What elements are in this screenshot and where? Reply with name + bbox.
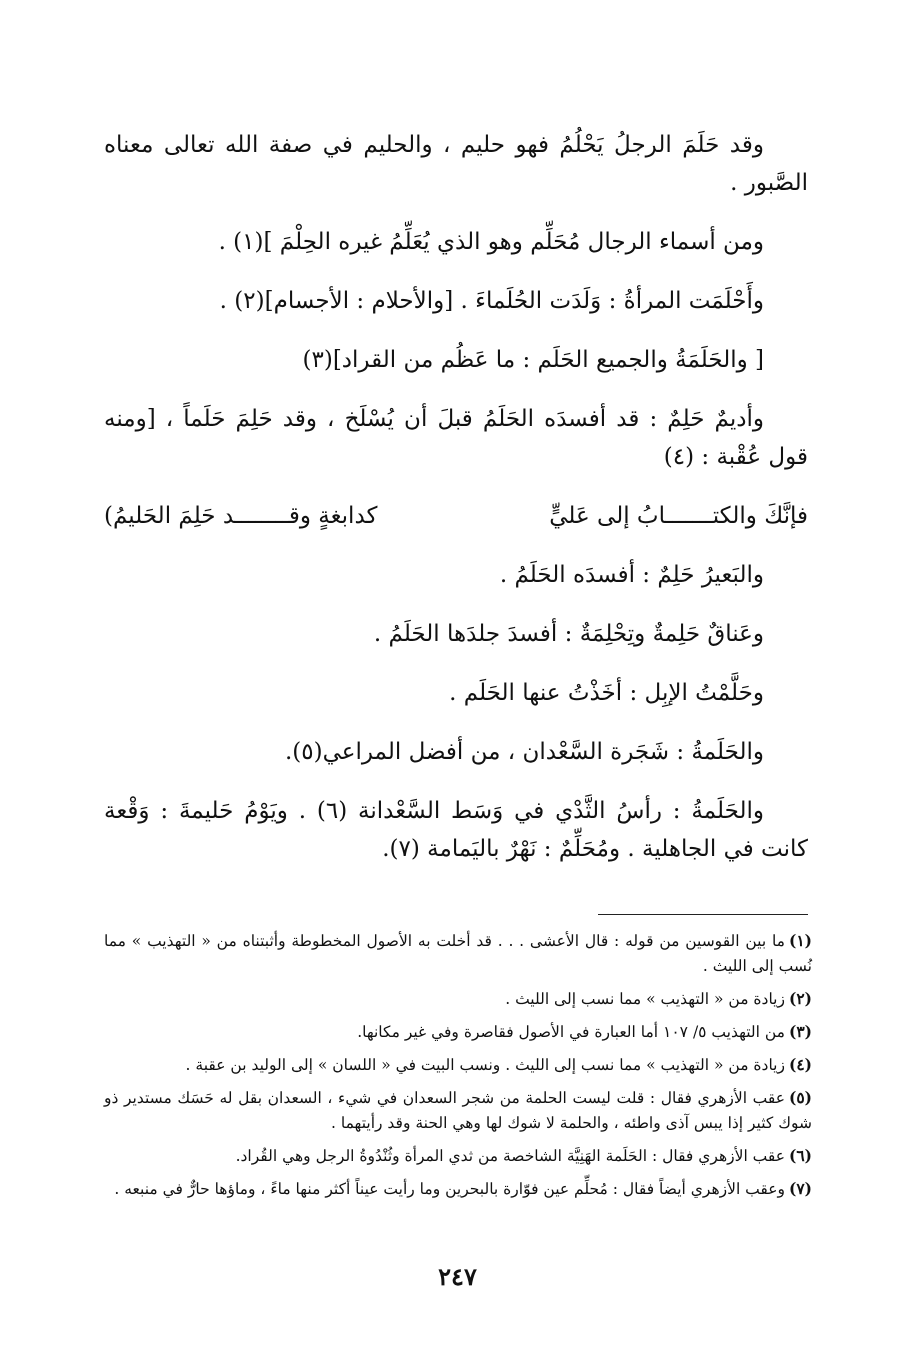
footnote-number: (٤) [788,1055,812,1074]
footnote-text: عقب الأزهري فقال : قلت ليست الحلمة من شجر السعدان في شيء ، السعدان بقل له حَسَك مستدير ذو شوك كثير إذا يبس آذى واطئه ، والحلمة لا شوك لها وهي الحنة وقد رأيتهما . [104,1089,812,1132]
poetry-verse [104,497,808,535]
paragraph: وحَلَّمْتُ الإبِل : أخَذْتُ عنها الحَلَم . [449,680,764,706]
footnote-number: (٥) [788,1088,812,1107]
footnote-number: (٣) [788,1022,812,1041]
footnote-number: (٢) [788,989,812,1008]
footnote-number: (٧) [788,1179,812,1198]
footnote [104,928,812,979]
footnote [104,1085,812,1136]
footnote-divider [598,914,808,915]
paragraph: [ والحَلَمَةُ والجميع الحَلَم : ما عَظُم من القراد](٣) [302,347,764,373]
paragraph: وأَحْلَمَت المرأةُ : وَلَدَت الحُلَماءَ . [والأحلام : الأجسام](٢) . [219,288,764,314]
paragraph: والحَلَمةُ : شَجَرة السَّعْدان ، من أفضل المراعي(٥). [284,739,764,765]
paragraph: ومن أسماء الرجال مُحَلِّم وهو الذي يُعَلِّمُ غيره الحِلْمَ ](١) . [218,229,764,255]
footnote-text: عقب الأزهري فقال : الحَلَمة الهَنِيَّة الشاخصة من ثدي المرأة وثُنْدُوةُ الرجل وهي القُراد. [235,1147,785,1165]
footnote [104,986,812,1012]
footnotes [104,928,812,1209]
verse-first-hemistich: فإنَّكَ والكتـــــــابُ إلى عَليٍّ [549,503,808,529]
paragraph: والحَلَمةُ : رأسُ الثَّدْي في وَسَط السَّعْدانة (٦) . ويَوْمُ حَليمةَ : وَقْعة كانت في الجاهلية . ومُحَلِّمٌ : نَهْرٌ باليَمامة (٧). [104,798,808,862]
footnote-text: من التهذيب ٥/ ١٠٧ أما العبارة في الأصول فقاصرة وفي غير مكانها. [357,1023,785,1041]
paragraph: وعَناقٌ حَلِمةٌ وتِحْلِمَةٌ : أفسدَ جلدَها الحَلَمُ . [373,621,764,647]
main-text [104,126,808,889]
footnote-text: زيادة من « التهذيب » مما نسب إلى الليث . ونسب البيت في « اللسان » إلى الوليد بن عقبة . [185,1056,785,1074]
verse-second-hemistich: كدابغةٍ وقــــــــد حَلِمَ الحَليمُ) [104,503,378,529]
footnote-number: (١) [788,931,812,950]
paragraph: وقد حَلَمَ الرجلُ يَحْلُمُ فهو حليم ، والحليم في صفة الله تعالى معناه الصَّبور . [104,132,808,196]
footnote-text: ما بين القوسين من قوله : قال الأعشى . . . قد أخلت به الأصول المخطوطة وأثبتناه من « التهذيب » مما نُسب إلى الليث . [104,932,812,975]
footnote-number: (٦) [788,1146,812,1165]
footnote [104,1052,812,1078]
footnote [104,1176,812,1202]
paragraph: وأديمٌ حَلِمٌ : قد أفسدَه الحَلَمُ قبلَ أن يُسْلَخ ، وقد حَلِمَ حَلَماً ، [ومنه قول عُقْبة : (٤) [104,406,808,470]
footnote [104,1019,812,1045]
footnote-text: زيادة من « التهذيب » مما نسب إلى الليث . [505,990,785,1008]
footnote [104,1143,812,1169]
footnote-text: وعقب الأزهري أيضاً فقال : مُحلِّم عين فوّارة بالبحرين وما رأيت عيناً أكثر منها ماءً ، وماؤها حارٌّ في منبعه . [114,1180,785,1198]
paragraph: والبَعيرُ حَلِمٌ : أفسدَه الحَلَمُ . [499,562,764,588]
page-number: ٢٤٧ [438,1262,477,1291]
